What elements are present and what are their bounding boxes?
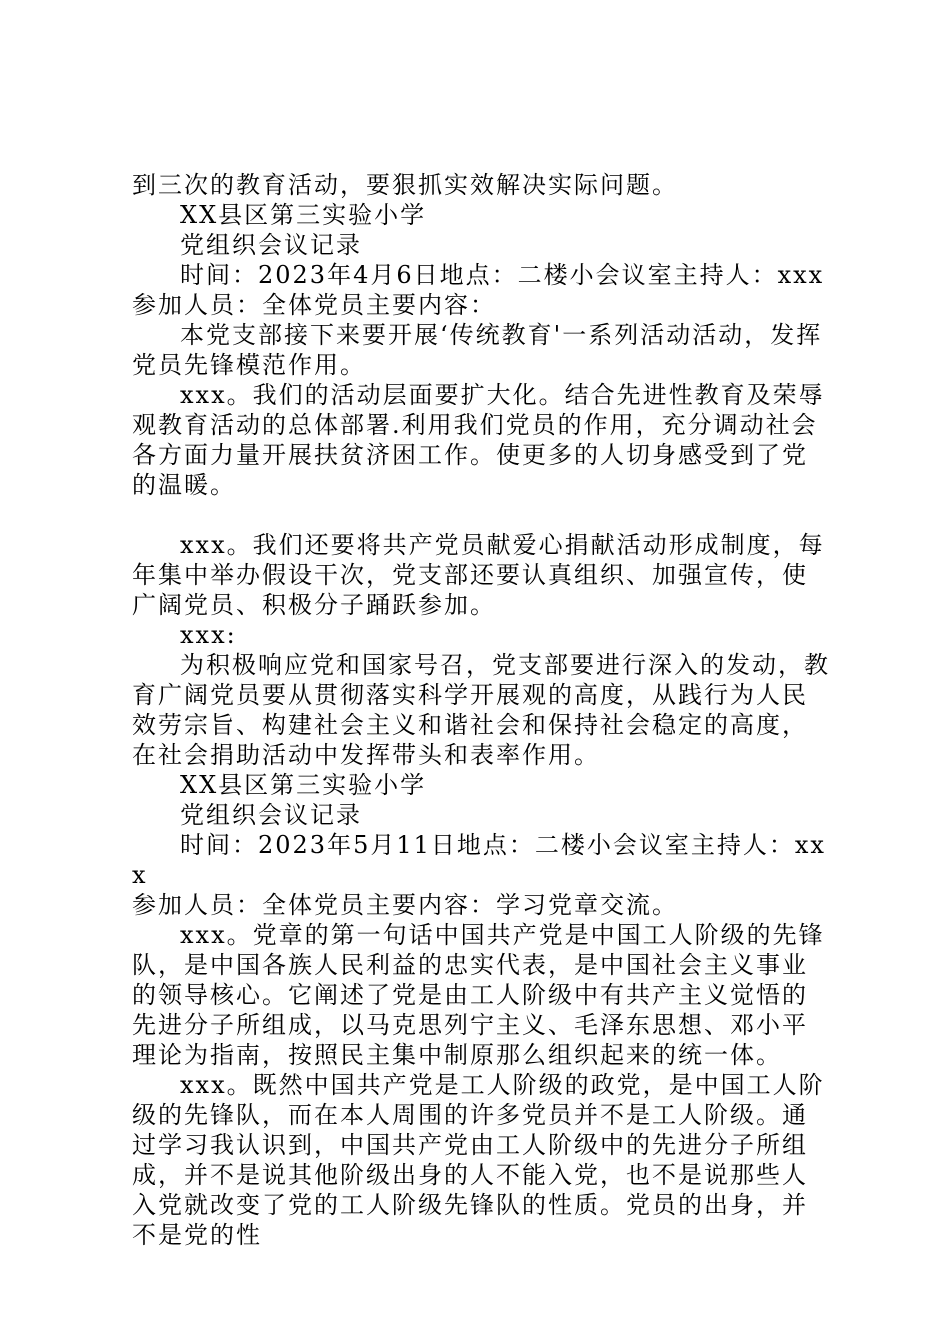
- paragraph: xxx。我们的活动层面要扩大化。结合先进性教育及荣辱观教育活动的总体部署.利用我们党员的作用，充分调动社会各方面力量开展扶贫济困工作。使更多的人切身感受到了党的温暖。: [132, 381, 825, 499]
- paragraph: xxx。我们还要将共产党员献爱心捐献活动形成制度，每年集中举办假设干次，党支部还要认真组织、加强宣传，使广阔党员、积极分子踊跃参加。: [132, 531, 825, 619]
- paragraph: xxx。既然中国共产党是工人阶级的政党，是中国工人阶级的先锋队，而在本人周围的许多党员并不是工人阶级。通过学习我认识到，中国共产党由工人阶级中的先进分子所组成，并不是说其他阶级出身的人不能入党，也不是说那些人入党就改变了党的工人阶级先锋队的性质。党员的出身，并不是党的性: [132, 1071, 825, 1249]
- paragraph: 为积极响应党和国家号召，党支部要进行深入的发动，教育广阔党员要从贯彻落实科学开展观的高度，从践行为人民效劳宗旨、构建社会主义和谐社会和保持社会稳定的高度，在社会捐助活动中发挥带头和表率作用。: [132, 651, 830, 769]
- record-title-2: 党组织会议记录: [180, 801, 362, 829]
- paragraph: xxx。党章的第一句话中国共产党是中国工人阶级的先锋队，是中国各族人民利益的忠实代表，是中国社会主义事业的领导核心。它阐述了党是由工人阶级中有共产主义觉悟的先进分子所组成，以马克思列宁主义、毛泽东思想、邓小平理论为指南，按照民主集中制原那么组织起来的统一体。: [132, 921, 825, 1069]
- meeting-info-2: 时间：2023年5月11日地点：二楼小会议室主持人：xxx: [132, 831, 826, 889]
- document-body: [132, 170, 832, 1250]
- paragraph-continuation: 到三次的教育活动，要狠抓实效解决实际问题。: [132, 171, 678, 199]
- speaker-label: xxx:: [180, 621, 237, 649]
- attendees-2: 参加人员：全体党员主要内容：学习党章交流。: [132, 891, 678, 919]
- paragraph: 本党支部接下来要开展‘传统教育'一系列活动活动，发挥党员先锋模范作用。: [132, 321, 823, 379]
- attendees-1: 参加人员：全体党员主要内容：: [132, 291, 496, 319]
- spacer: [132, 500, 832, 530]
- meeting-info-1: 时间：2023年4月6日地点：二楼小会议室主持人：xxx: [180, 261, 825, 289]
- school-name-1: XX县区第三实验小学: [180, 201, 427, 229]
- record-title-1: 党组织会议记录: [180, 231, 362, 259]
- school-name-2: XX县区第三实验小学: [180, 771, 427, 799]
